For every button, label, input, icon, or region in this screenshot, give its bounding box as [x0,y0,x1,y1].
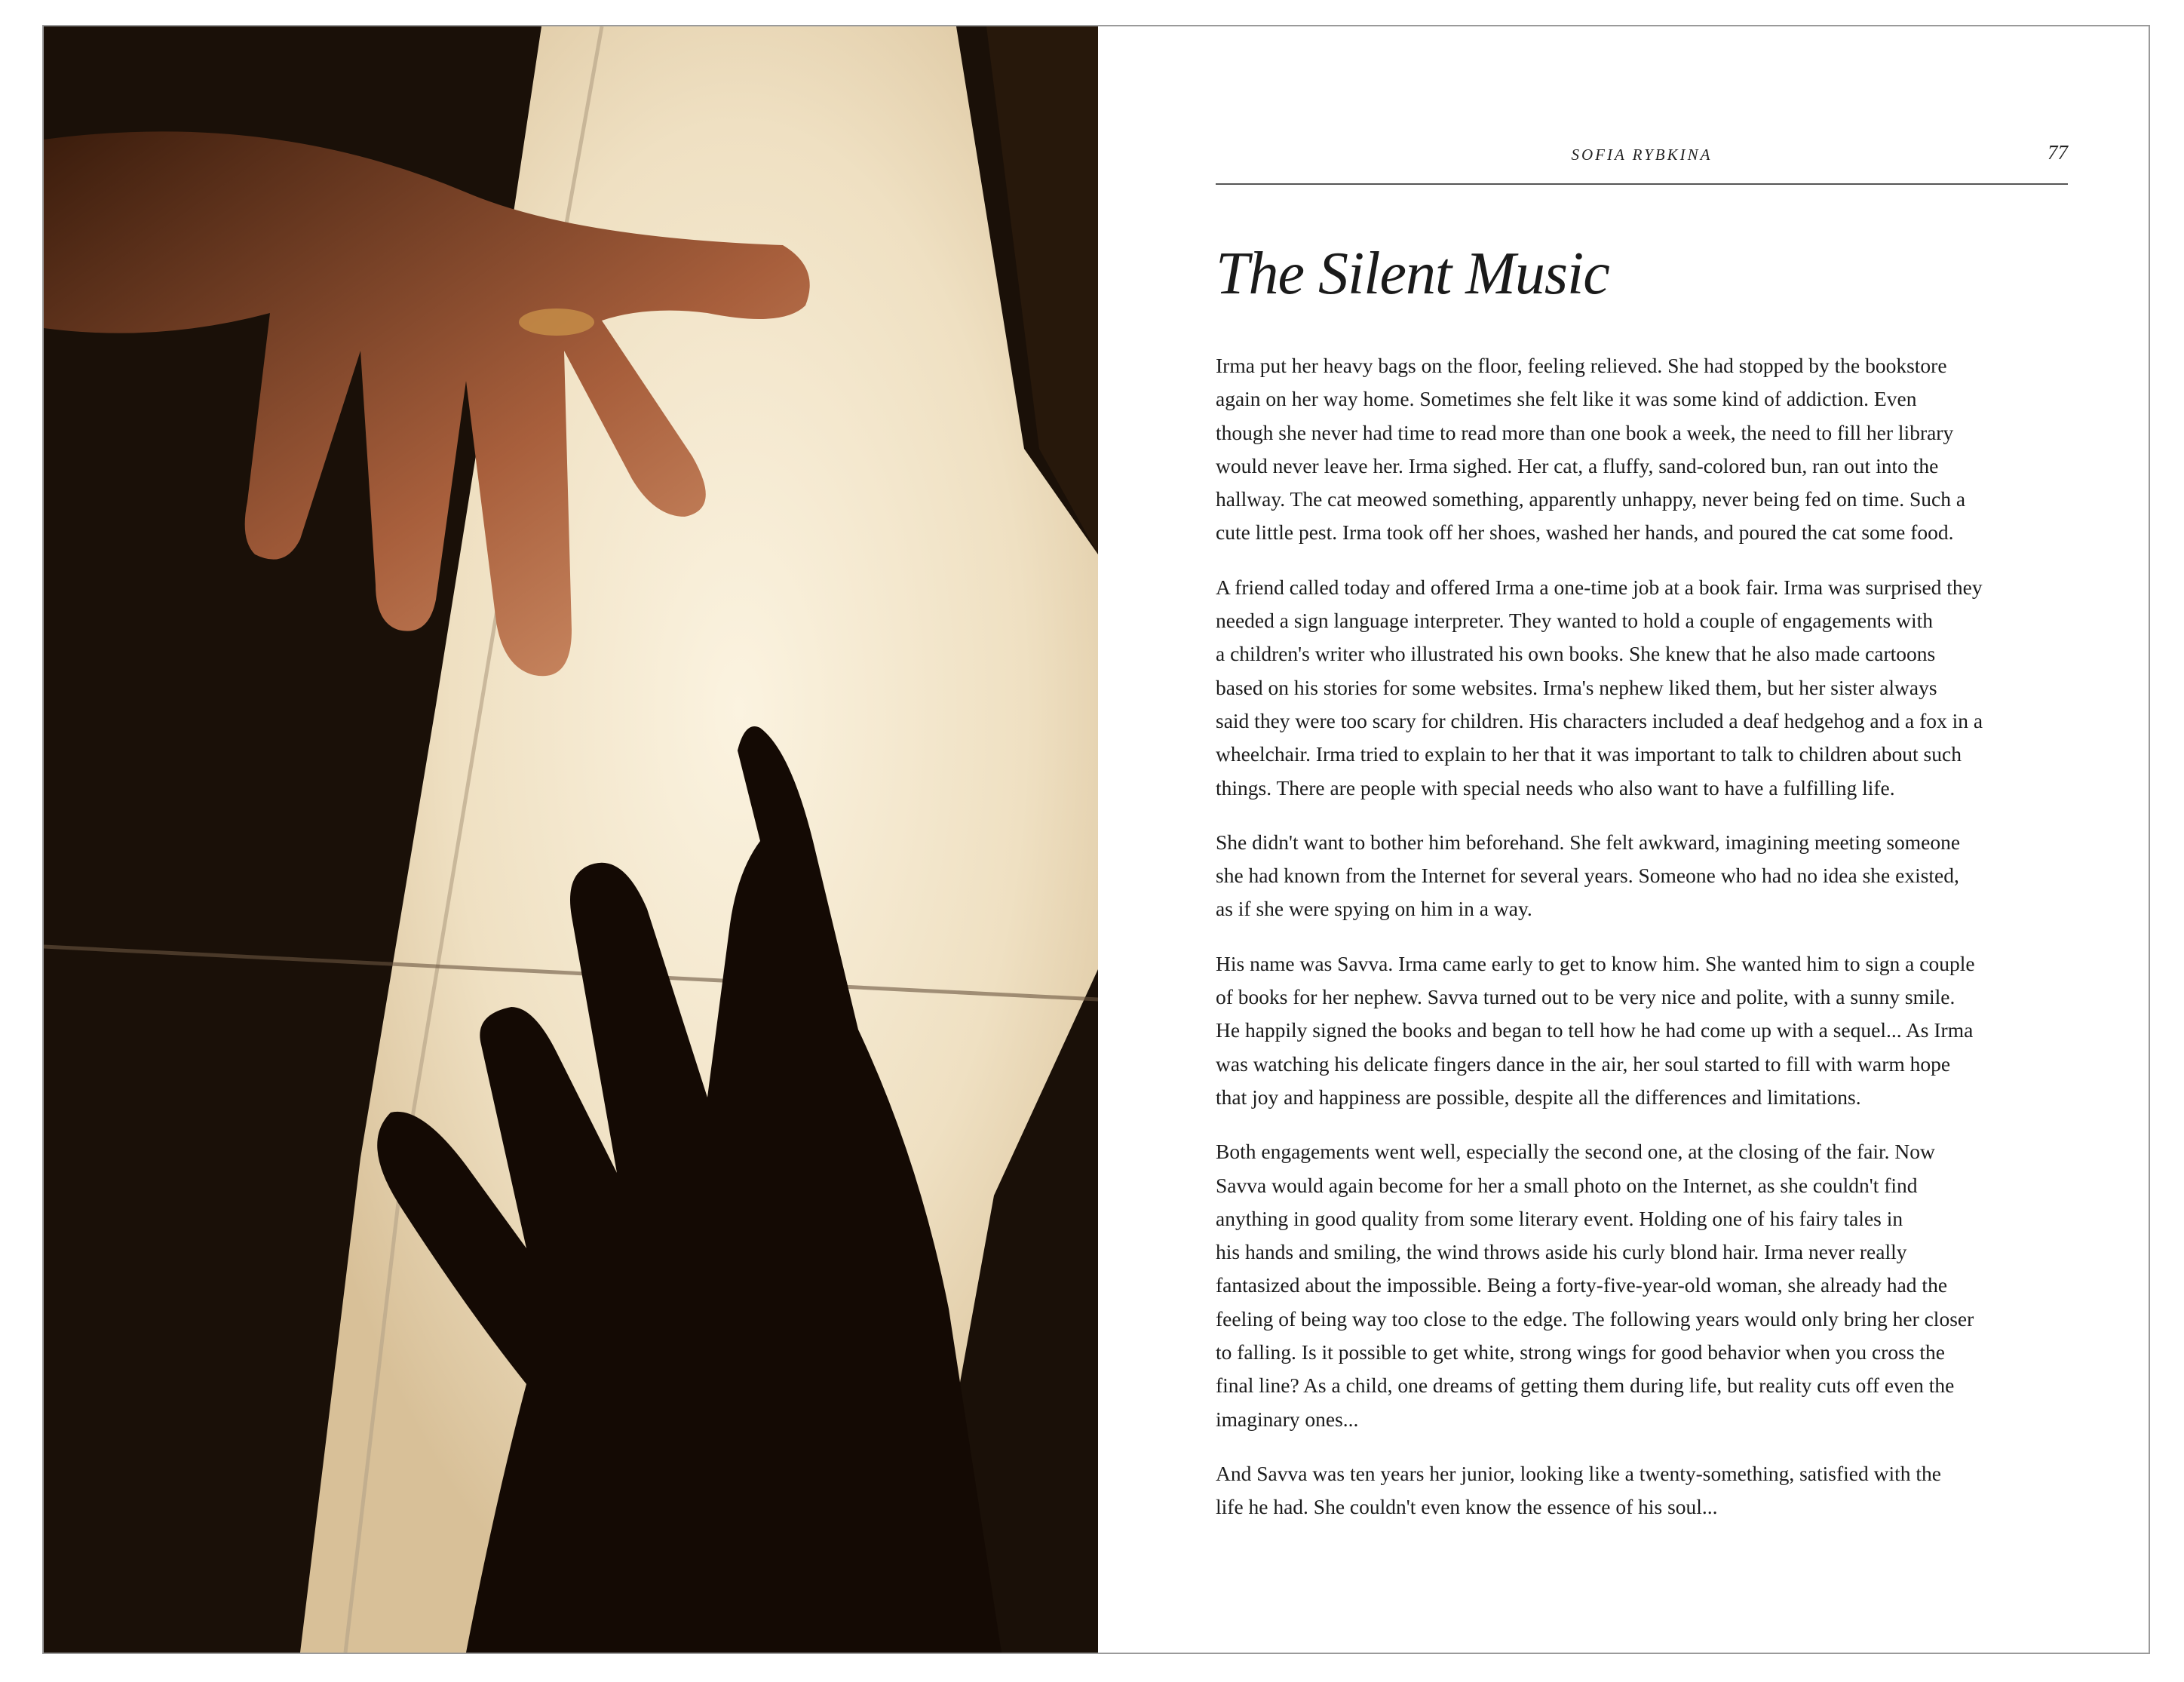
paragraph: And Savva was ten years her junior, looking like a twenty-something, satisfied with the life he had. She couldn't even know the essence of his soul... [1216,1461,1941,1519]
running-head [1216,126,2068,185]
paragraph: Both engagements went well, especially the second one, at the closing of the fair. Now Savva would again become for her a small photo on the Internet, as she couldn't find anything in good quality from some literary event. Holding one of his fairy tales in his hands and smiling, the wind throws aside his curly blond hair. Irma never really fantasized about the impossible. Being a forty-five-year-old woman, she already had the feeling of being way too close to the edge. The following years would only bring her closer to falling. Is it possible to get white, strong wings for good behavior when you cross the final line? As a child, one dreams of getting them during life, but reality cuts off even the imaginary ones... [1216,1140,1974,1431]
paragraph: A friend called today and offered Irma a one-time job at a book fair. Irma was surprised they needed a sign language interpreter. They wanted to hold a couple of engagements with a children's writer who illustrated his own books. She knew that he also made cartoons based on his stories for some websites. Irma's nephew liked them, but her sister always said they were too scary for children. His characters included a deaf hedgehog and a fox in a wheelchair. Irma tried to explain to her that it was important to talk to children about such things. There are people with special needs who also want to have a fulfilling life. [1216,575,1983,800]
paragraph: She didn't want to bother him beforehand. She felt awkward, imagining meeting someone she had known from the Internet for several years. Someone who had no idea she existed, as if she were spying on him in a way. [1216,830,1961,921]
hands-shadow-photo [44,26,1098,1653]
story-body [1216,349,2068,1545]
paragraph: Irma put her heavy bags on the floor, feeling relieved. She had stopped by the bookstore again on her way home. Sometimes she felt like it was some kind of addiction. Even though she never had time to read more than one book a week, the need to fill her library would never leave her. Irma sighed. Her cat, a fluffy, sand-colored bun, ran out into the hallway. The cat meowed something, apparently unhappy, never being fed on time. Such a cute little pest. Irma took off her shoes, washed her hands, and poured the cat some food. [1216,354,1966,545]
paragraph: His name was Savva. Irma came early to get to know him. She wanted him to sign a couple of books for her nephew. Savva turned out to be very nice and polite, with a sunny smile. He happily signed the books and began to tell how he had come up with a sequel... As Irma was watching his delicate fingers dance in the air, her soul started to fill with warm hope that joy and happiness are possible, despite all the differences and limitations. [1216,951,1975,1109]
book-spread [42,25,2150,1654]
text-page [1098,26,2150,1653]
running-head-author: SOFIA RYBKINA [1571,146,1713,164]
story-title: The Silent Music [1216,241,1609,307]
page-number: 77 [2048,141,2068,164]
hands-photo-illustration [44,26,1098,1653]
